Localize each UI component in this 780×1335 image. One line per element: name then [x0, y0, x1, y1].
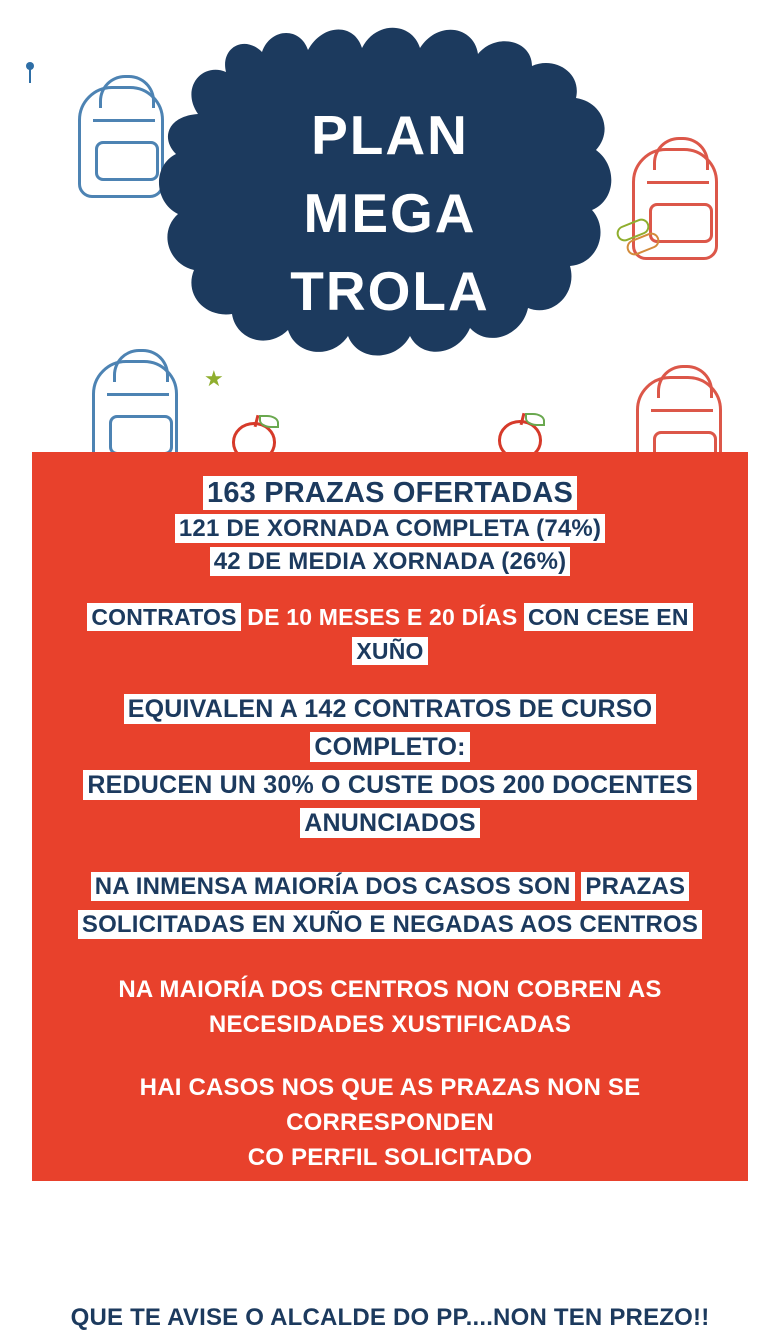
moitos-line-1 [54, 1203, 726, 1237]
block-prazas-ofertadas [54, 474, 726, 578]
contratos-highlight-end: CON CESE EN XUÑO [352, 603, 692, 665]
backpack-red-bottom-right [636, 376, 722, 452]
stat-half-day-line: 42 DE MEDIA XORNADA (26%) [54, 545, 726, 578]
equivalen-line-1: EQUIVALEN A 142 CONTRATOS DE CURSO COMPLETO: [54, 690, 726, 766]
contratos-plain: DE 10 MESES E 20 DÍAS [247, 604, 518, 630]
inmensa-highlight: PRAZAS [581, 872, 689, 901]
apple-left [232, 422, 276, 452]
poster-header [0, 0, 780, 452]
block-inmensa-maioria [54, 868, 726, 944]
contratos-highlight-start: CONTRATOS [87, 603, 240, 631]
equivalen-line-2: REDUCEN UN 30% O CUSTE DOS 200 DOCENTES [54, 766, 726, 804]
hai-casos-bold: NON SE CORRESPONDEN [286, 1074, 641, 1136]
hai-casos-plain: HAI CASOS NOS QUE AS PRAZAS [139, 1074, 541, 1101]
stat-full-day-line: 121 DE XORNADA COMPLETA (74%) [54, 512, 726, 545]
inmensa-line-1 [54, 868, 726, 906]
title-line-1: PLAN [311, 104, 469, 166]
maioria-line-1 [54, 972, 726, 1007]
hai-casos-line-1 [54, 1070, 726, 1140]
stat-total-line: 163 PRAZAS OFERTADAS [54, 474, 726, 512]
apple-right [498, 420, 542, 452]
inmensa-line-2: SOLICITADAS EN XUÑO E NEGADAS AOS CENTROS [54, 906, 726, 944]
moitos-line-2: RECIBEN NINGÚN DOCENTE OU MENOS QUE OUTROS [79, 1241, 701, 1267]
maioria-plain: NA MAIORÍA DOS CENTROS [118, 976, 450, 1003]
moitos-plain: MOITOS CENTROS CON CONDICIÓNS SEMELLANTES [57, 1207, 664, 1233]
closing-line: QUE TE AVISE O ALCALDE DO PP....NON TEN PREZO!! [54, 1301, 726, 1335]
poster-body [32, 452, 748, 1331]
block-equivalen [54, 690, 726, 842]
block-moitos-centros [54, 1203, 726, 1271]
star-icon: ★ [204, 366, 224, 391]
title-line-3: TROLA [290, 260, 490, 322]
maioria-bold: NON COBREN AS [455, 976, 662, 1003]
equivalen-line-3: ANUNCIADOS [54, 804, 726, 842]
backpack-blue-bottom-left [92, 360, 178, 452]
block-maioria-centros [54, 972, 726, 1042]
hai-casos-line-2: CO PERFIL SOLICITADO [247, 1144, 533, 1171]
block-contratos [54, 600, 726, 668]
title-line-2: MEGA [303, 182, 477, 244]
pin-icon [26, 62, 34, 70]
block-hai-casos [54, 1070, 726, 1175]
maioria-line-2: NECESIDADES XUSTIFICADAS [208, 1011, 572, 1038]
poster-title [0, 96, 780, 330]
block-closing-slogan [54, 1301, 726, 1335]
moitos-bold: NON [670, 1207, 723, 1233]
inmensa-plain: NA INMENSA MAIORÍA DOS CASOS SON [91, 872, 575, 901]
